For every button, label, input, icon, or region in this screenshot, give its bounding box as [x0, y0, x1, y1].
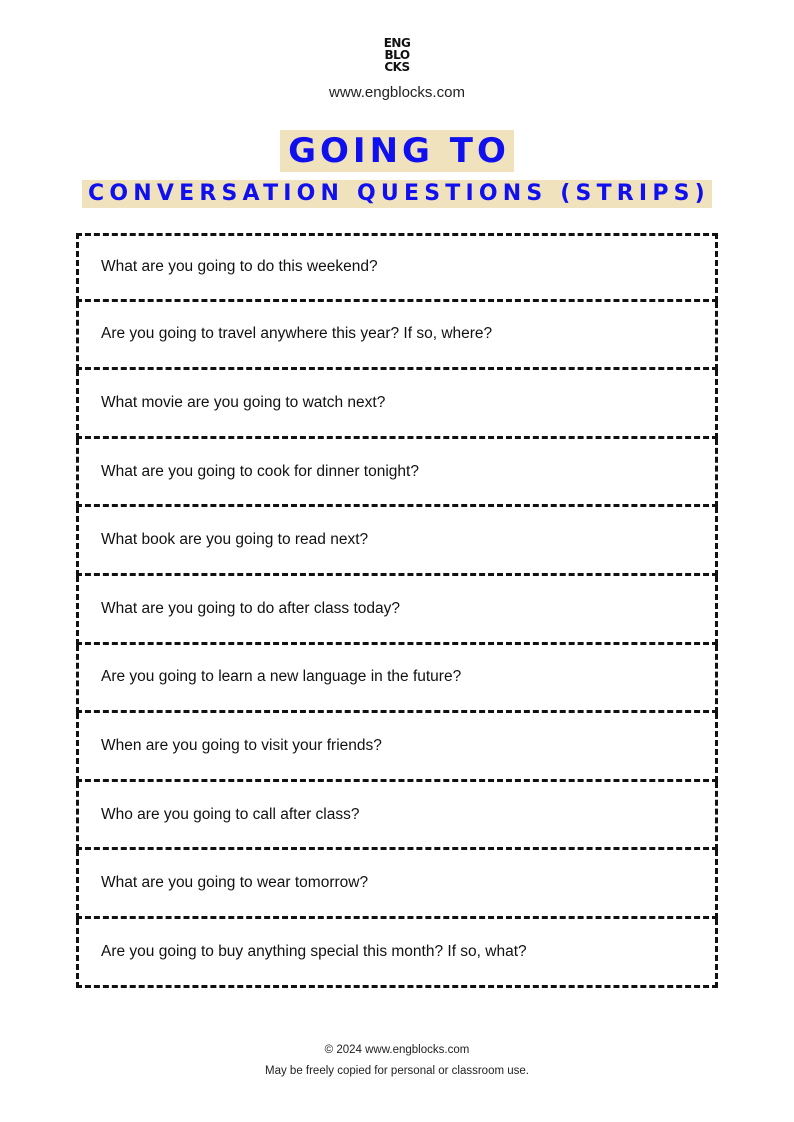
- question-strip: What movie are you going to watch next?: [76, 370, 718, 439]
- logo-mark: [384, 37, 411, 73]
- footer-copyright: © 2024 www.engblocks.com: [324, 1044, 470, 1056]
- footer-note: May be freely copied for personal or classroom use.: [265, 1065, 529, 1077]
- page-title: GOING TO: [280, 130, 514, 172]
- question-strip: What book are you going to read next?: [76, 507, 718, 576]
- question-strip: Are you going to buy anything special this month? If so, what?: [76, 919, 718, 988]
- logo-line: ENG: [383, 36, 411, 50]
- question-strip: When are you going to visit your friends?: [76, 713, 718, 782]
- question-strip: What are you going to do after class today?: [76, 576, 718, 645]
- question-strip: Who are you going to call after class?: [76, 782, 718, 851]
- question-strips: [76, 233, 718, 988]
- site-url: www.engblocks.com: [329, 84, 465, 101]
- question-strip: What are you going to cook for dinner tonight?: [76, 439, 718, 508]
- subtitle-block: [0, 180, 794, 208]
- title-block: [0, 130, 794, 172]
- logo-line: BLO: [384, 48, 410, 62]
- question-strip: What are you going to wear tomorrow?: [76, 850, 718, 919]
- logo-line: CKS: [384, 60, 410, 74]
- engblocks-logo: [0, 37, 794, 76]
- page-subtitle: CONVERSATION QUESTIONS (STRIPS): [82, 180, 712, 208]
- question-strip: What are you going to do this weekend?: [76, 233, 718, 302]
- question-strip: Are you going to learn a new language in the future?: [76, 645, 718, 714]
- question-strip: Are you going to travel anywhere this year? If so, where?: [76, 302, 718, 371]
